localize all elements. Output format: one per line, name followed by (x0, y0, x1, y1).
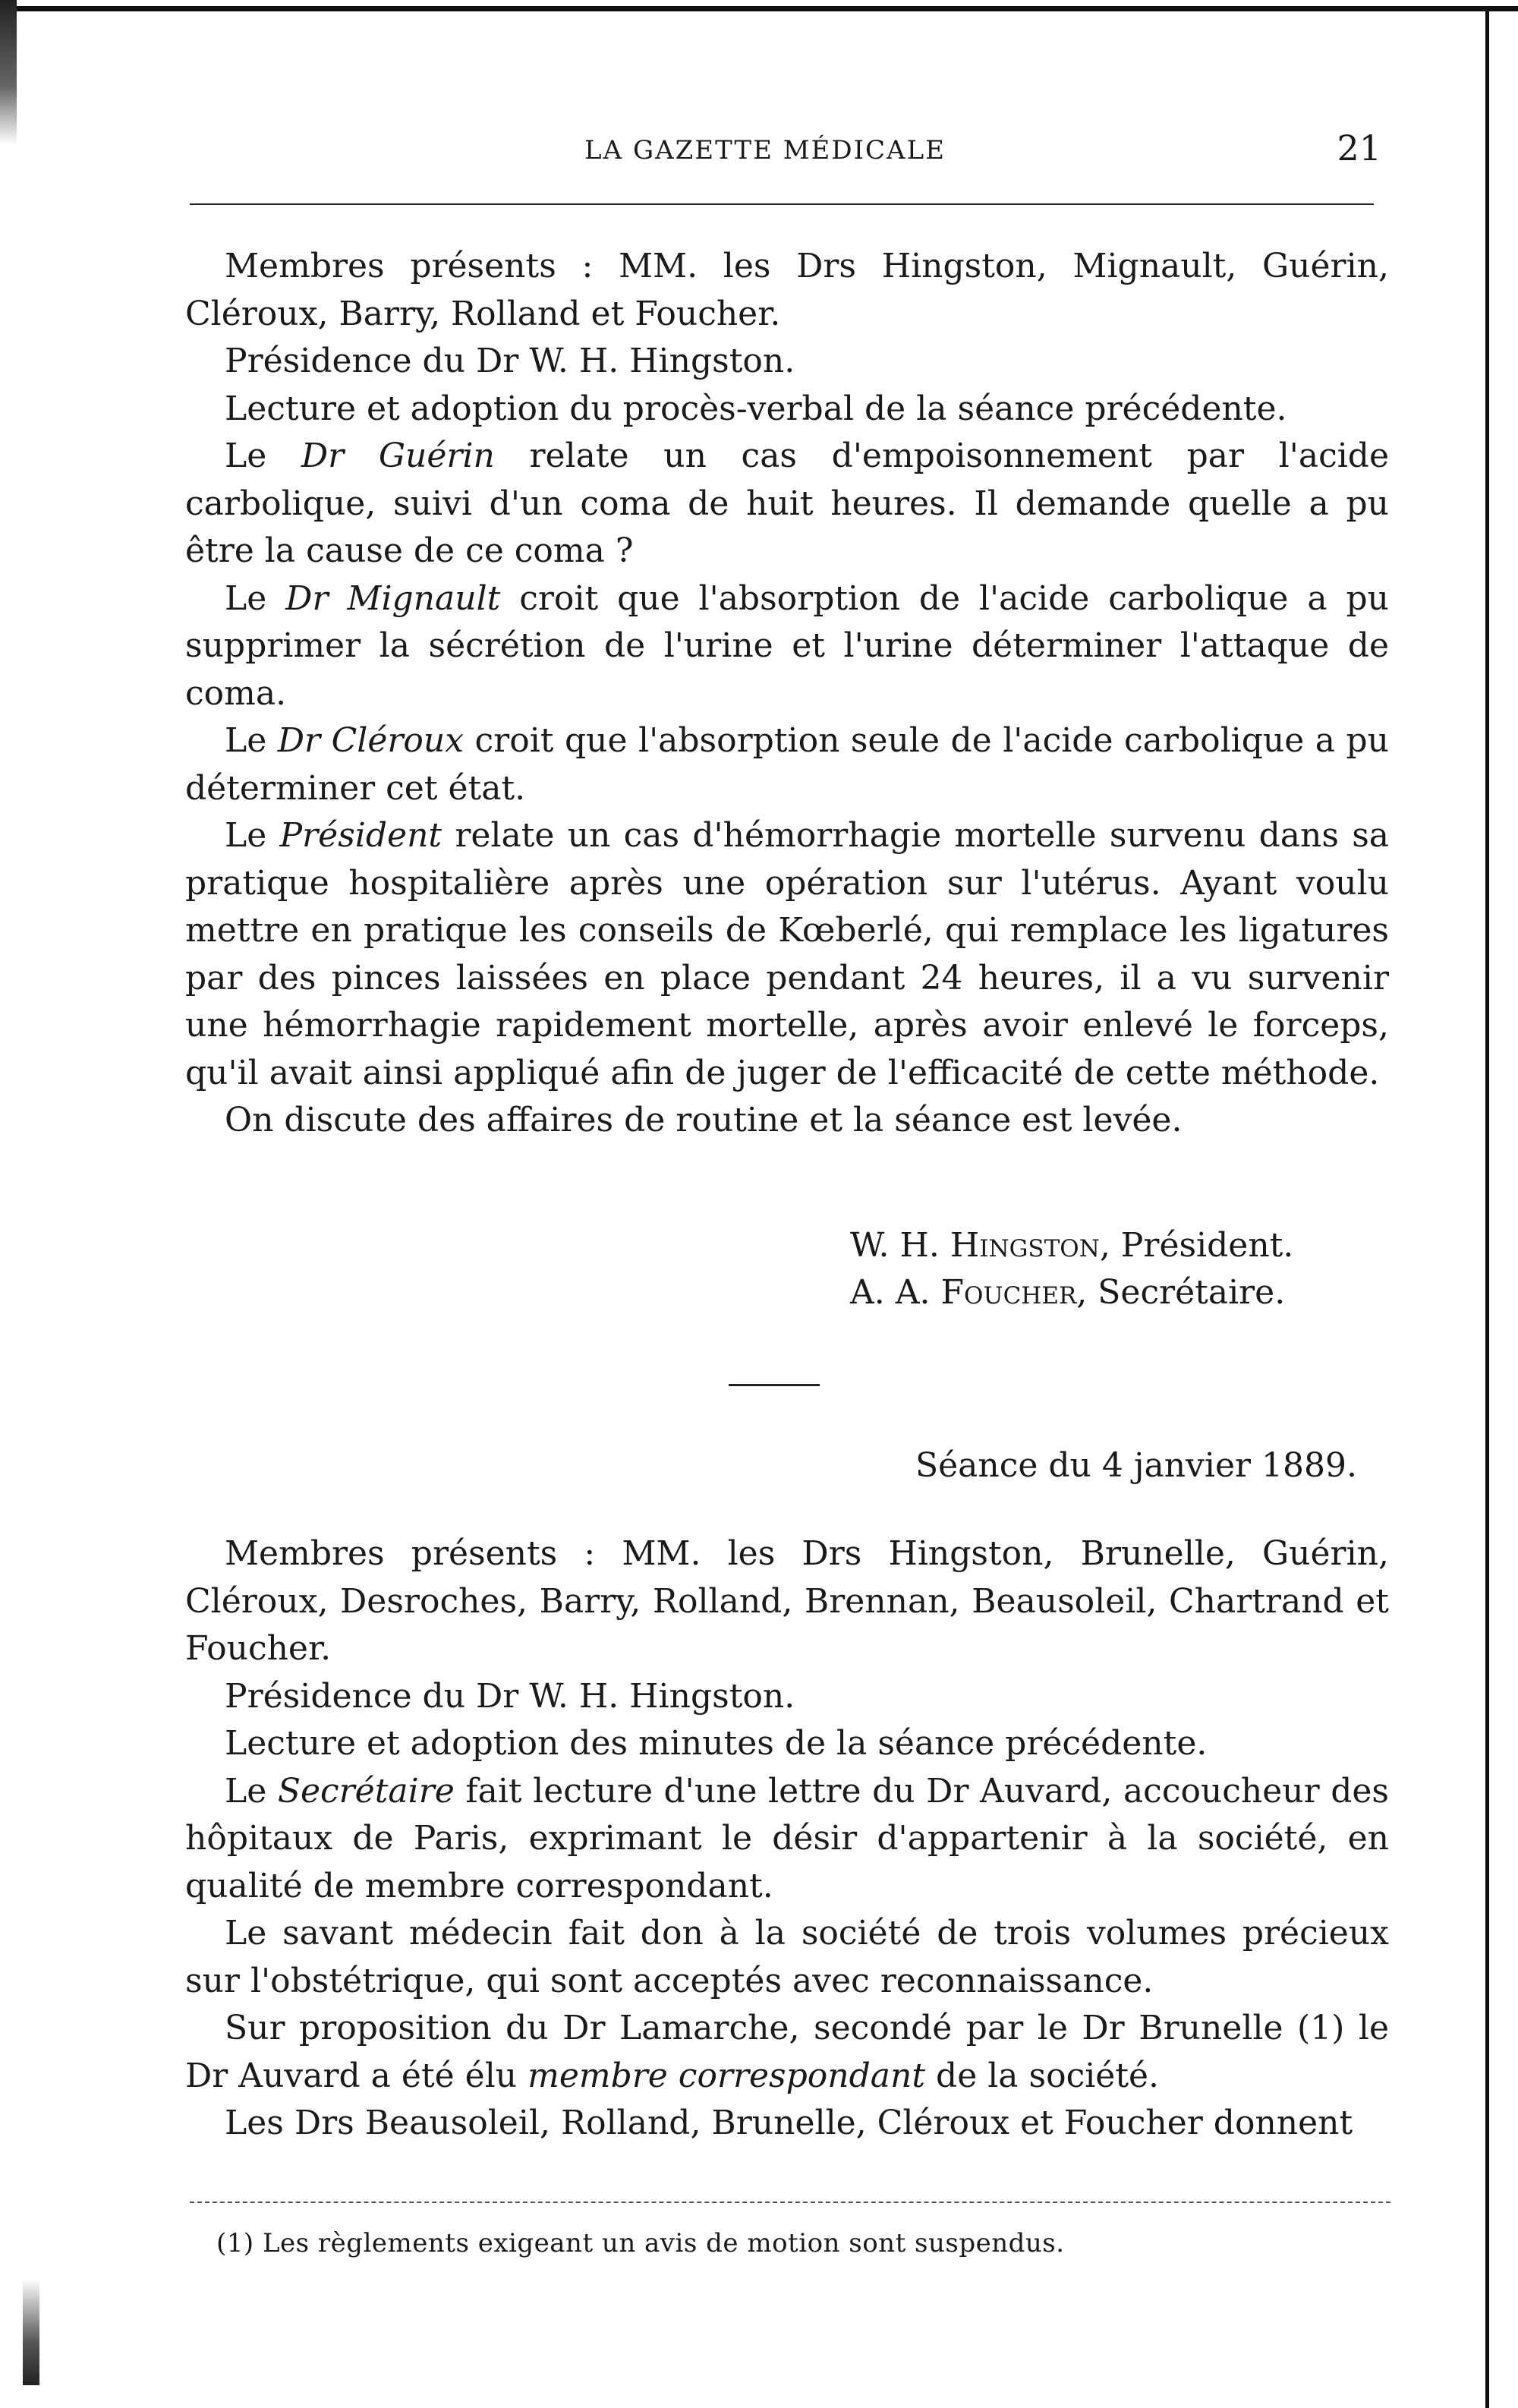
reading-adoption: Lecture et adoption des minutes de la séance précédente. (225, 1724, 1208, 1763)
signatures (850, 1222, 1293, 1316)
paragraph-proposition: Sur proposition du Dr Lamarche, secondé par le Dr Brunelle (1) le Dr Auvard a été élu membre correspondant de la société. (185, 2009, 1389, 2095)
scan-edge-right (1485, 6, 1489, 2408)
session-1-minutes (185, 243, 1389, 1145)
footnote: (1) Les règlements exigeant un avis de motion sont suspendus. (216, 2228, 1065, 2258)
speaker-name: Dr Mignault (285, 578, 501, 618)
paragraph-president: Le Président relate un cas d'hémorrhagie mortelle survenu dans sa pratique hospitalière après une opération sur l'utérus. Ayant voulu mettre en pratique les conseils de Kœberlé, qui remplace les ligatures par des pinces laissées en place pendant 24 heures, il a vu survenir une hémorrhagie rapidement mortelle, après avoir enlevé le forceps, qu'il avait ainsi appliqué afin de juger de l'efficacité de cette méthode. (185, 816, 1390, 1092)
paragraph-last: Les Drs Beausoleil, Rolland, Brunelle, Cléroux et Foucher donnent (225, 2104, 1353, 2142)
presidency: Présidence du Dr W. H. Hingston. (225, 1676, 795, 1716)
session-date: Séance du 4 janvier 1889. (915, 1446, 1357, 1485)
presidency: Présidence du Dr W. H. Hingston. (225, 342, 795, 380)
running-head (182, 128, 1397, 173)
journal-title: LA GAZETTE MÉDICALE (584, 135, 946, 165)
paragraph-secretaire: Le Secrétaire fait lecture d'une lettre du Dr Auvard, accoucheur des hôpitaux de Paris, exprimant le désir d'appartenir à la société, en qualité de membre correspondant. (185, 1771, 1390, 1905)
section-separator (729, 1384, 820, 1386)
footnote-rule (190, 2202, 1390, 2203)
speaker-name: Dr Guérin (301, 437, 495, 475)
paragraph-donation: Le savant médecin fait don à la société de trois volumes précieux sur l'obstétrique, qui sont acceptés avec reconnaissance. (185, 1914, 1389, 2000)
signature-president: W. H. Hingston, Président. (850, 1226, 1294, 1265)
emphasis: membre correspondant (528, 2056, 926, 2095)
signature-secretary: A. A. Foucher, Secrétaire. (850, 1273, 1286, 1312)
page-number: 21 (1337, 128, 1381, 169)
scan-edge-left (0, 0, 17, 144)
paragraph-routine: On discute des affaires de routine et la séance est levée. (225, 1101, 1183, 1139)
members-present: Membres présents : MM. les Drs Hingston, Mignault, Guérin, Cléroux, Barry, Rolland et Foucher. (185, 247, 1389, 333)
reading-adoption: Lecture et adoption du procès-verbal de la séance précédente. (225, 389, 1287, 428)
paragraph-guerin: Le Dr Guérin relate un cas d'empoisonnement par l'acide carbolique, suivi d'un coma de huit heures. Il demande quelle a pu être la cause de ce coma ? (185, 437, 1390, 570)
speaker-name: Président (279, 816, 442, 855)
speaker-name: Dr Cléroux (277, 721, 465, 760)
paragraph-mignault: Le Dr Mignault croit que l'absorption de l'acide carbolique a pu supprimer la sécrétion de l'urine et l'urine déterminer l'attaque de coma. (185, 578, 1389, 713)
members-present: Membres présents : MM. les Drs Hingston, Brunelle, Guérin, Cléroux, Desroches, Barry, Rolland, Brennan, Beausoleil, Chartrand et Foucher. (185, 1534, 1389, 1668)
scan-edge-left-bottom (23, 2279, 39, 2385)
scan-edge-top (14, 6, 1518, 11)
paragraph-cleroux: Le Dr Cléroux croit que l'absorption seule de l'acide carbolique a pu déterminer cet état. (185, 721, 1389, 808)
header-rule (190, 203, 1374, 205)
session-2-minutes (185, 1530, 1389, 2148)
speaker-name: Secrétaire (277, 1771, 455, 1811)
